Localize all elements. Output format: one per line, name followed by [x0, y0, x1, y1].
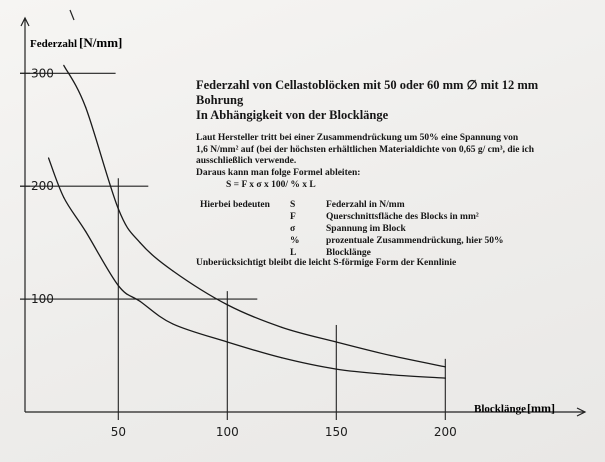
y-tick-label-300: 300 — [31, 66, 54, 81]
y-tick-label-200: 200 — [31, 179, 54, 194]
series-0-point-3 — [140, 242, 141, 243]
annotation-line-2: 1,6 N/mm² auf (bei der höchsten erhältlichen Materialdichte von 0,65 g/ cm³, die ich — [196, 144, 534, 155]
series-1-point-7 — [281, 357, 282, 358]
formula: S = F x σ x 100/ % x L — [226, 180, 316, 190]
annotation-title-2: In Abhängigkeit von der Blocklänge — [196, 108, 389, 122]
annotation-line-3: ausschließlich verwende. — [196, 156, 297, 166]
series-1-point-9 — [390, 374, 391, 375]
annotation-note: Unberücksichtigt bleibt die leicht S-förmige Form der Kennlinie — [196, 258, 457, 268]
legend-desc-2: Spannung im Block — [326, 224, 406, 234]
series-0-point-5 — [227, 304, 228, 305]
legend-sym-0: S — [290, 200, 296, 210]
legend-sym-2: σ — [290, 224, 296, 234]
series-1-point-0 — [48, 157, 49, 158]
series-1-point-4 — [140, 301, 141, 302]
annotation-title-1: Federzahl von Cellastoblöcken mit 50 oder 60 mm ∅ mit 12 mm Bohrung — [196, 78, 539, 107]
series-1-point-1 — [63, 197, 64, 198]
annotation-line-1: Laut Hersteller tritt bei einer Zusammendrückung um 50% eine Spannung von — [196, 133, 519, 143]
series-0-point-9 — [445, 366, 446, 367]
series-0-point-0 — [63, 65, 64, 66]
series-1-point-10 — [445, 378, 446, 379]
series-1-point-2 — [85, 231, 86, 232]
y-axis-unit: [N/mm] — [79, 35, 123, 50]
y-axis-label-text: Federzahl — [30, 38, 78, 50]
legend-sym-3: % — [290, 236, 300, 246]
series-0-point-1 — [85, 107, 86, 108]
series-0-point-4 — [172, 270, 173, 271]
legend-desc-3: prozentuale Zusammendrückung, hier 50% — [326, 236, 504, 246]
series-line-1 — [49, 158, 446, 378]
series-1-point-6 — [227, 341, 228, 342]
legend-sym-4: L — [290, 248, 297, 258]
series-1-point-3 — [118, 285, 119, 286]
legend-desc-0: Federzahl in N/mm — [326, 200, 405, 210]
annotation-line-4: Daraus kann man folge Formel ableiten: — [196, 167, 361, 178]
legend-desc-1: Querschnittsfläche des Blocks in mm² — [326, 212, 479, 222]
series-0-point-8 — [390, 355, 391, 356]
x-axis-label-text: Blocklänge — [474, 403, 526, 415]
x-tick-label-200: 200 — [433, 425, 457, 439]
x-tick-label-50: 50 — [110, 425, 126, 439]
series-1-point-5 — [172, 323, 173, 324]
legend-sym-1: F — [290, 212, 296, 222]
series-0-point-6 — [281, 327, 282, 328]
y-axis-tip-mark — [70, 10, 74, 20]
series-1-point-8 — [336, 368, 337, 369]
legend-intro: Hierbei bedeuten — [200, 200, 270, 210]
legend-desc-4: Blocklänge — [326, 248, 371, 258]
annotation-block — [196, 78, 586, 179]
x-axis-unit: [mm] — [526, 401, 555, 415]
x-tick-label-100: 100 — [215, 425, 239, 439]
axes — [21, 10, 585, 416]
series-0-point-7 — [336, 341, 337, 342]
x-tick-label-150: 150 — [324, 425, 348, 439]
series-0-point-2 — [118, 208, 119, 209]
x-axis-label — [474, 401, 555, 415]
y-tick-label-100: 100 — [31, 292, 54, 307]
y-axis-label — [30, 35, 122, 50]
